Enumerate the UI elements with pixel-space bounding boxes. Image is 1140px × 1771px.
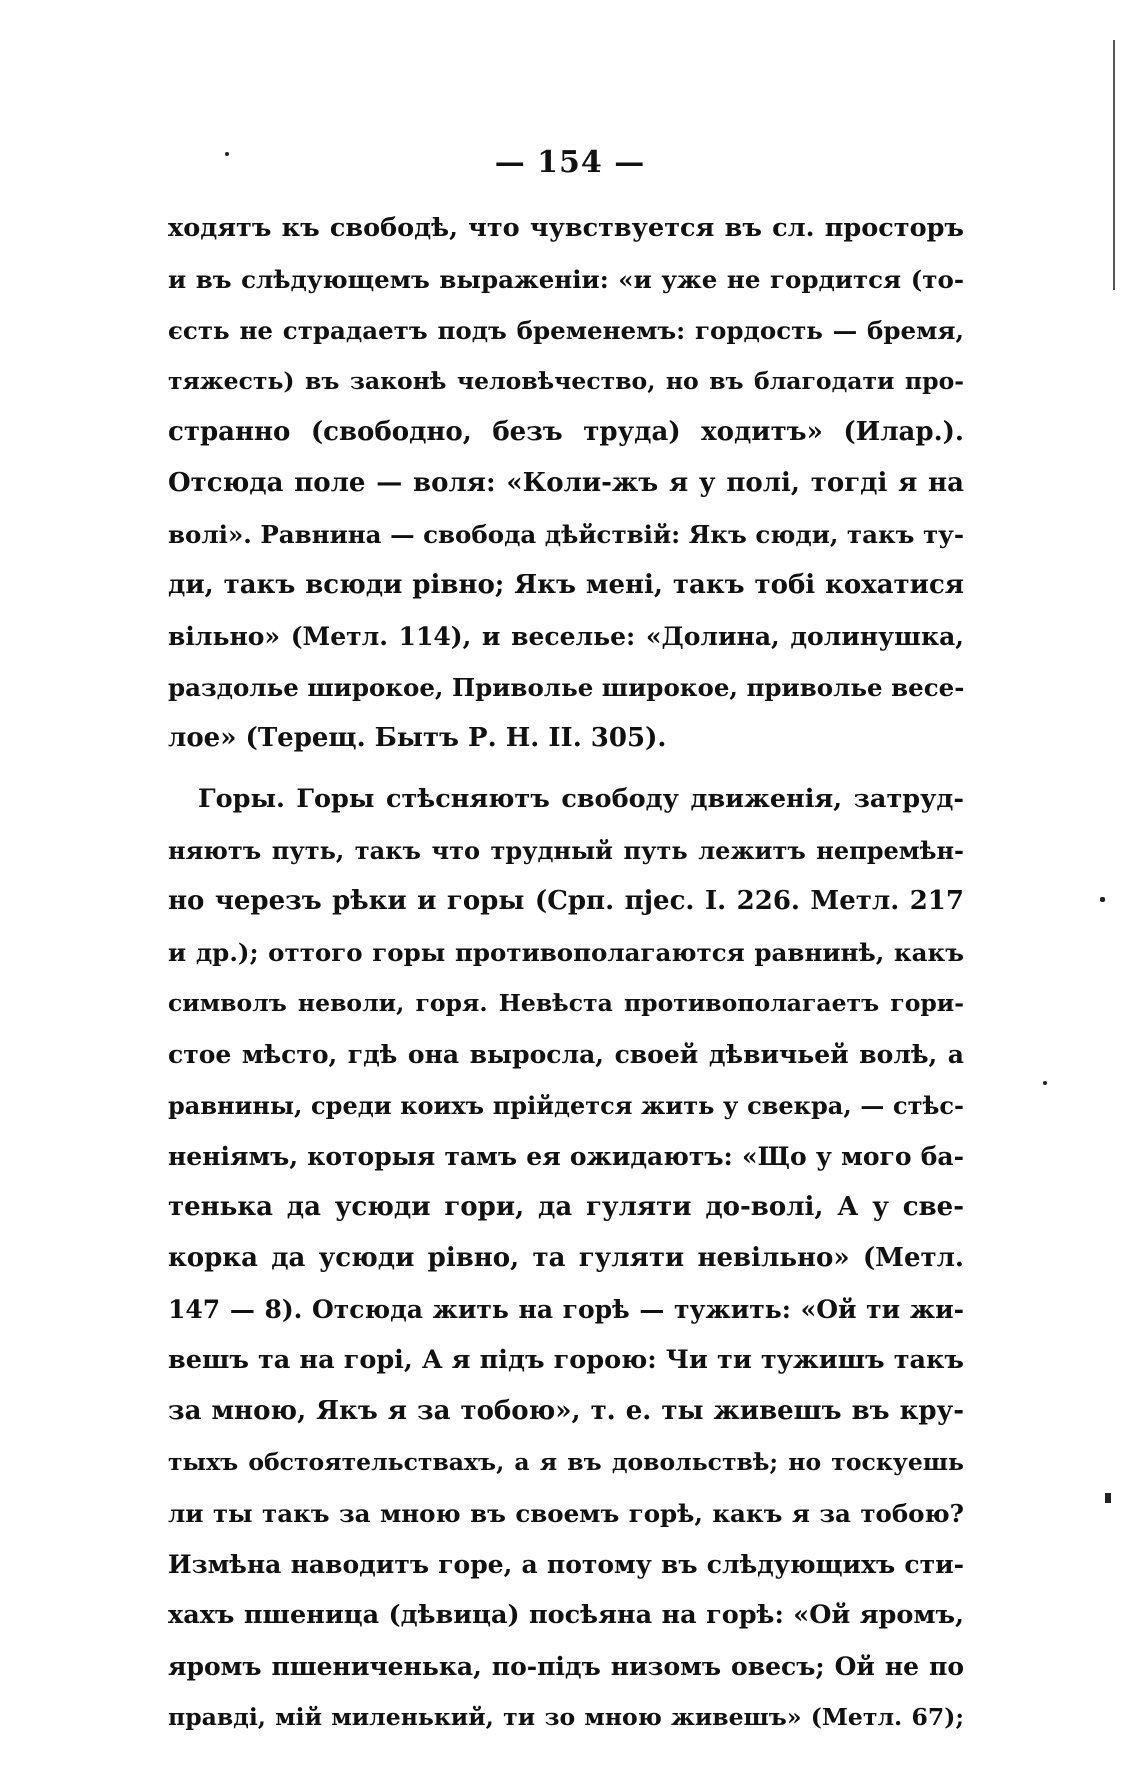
scan-speck	[1043, 1081, 1047, 1085]
text-line: раздолье широкое, Приволье широкое, приволье весе-	[168, 673, 964, 702]
text-line: стое мѣсто, гдѣ она выросла, своей дѣвичьей волѣ, а	[168, 1040, 964, 1069]
text-line: корка да усюди рівно, та гуляти невільно» (Метл.	[168, 1243, 964, 1273]
text-line: вешъ та на горі, А я підъ горою: Чи ти тужишъ такъ	[168, 1345, 964, 1375]
text-line: тенька да усюди гори, да гуляти до-волі, А у све-	[168, 1192, 964, 1222]
text-line: символъ неволи, горя. Невѣста противополагаетъ гори-	[168, 989, 964, 1017]
paragraph-gap	[168, 764, 964, 774]
text-line: ходятъ къ свободѣ, что чувствуется въ сл. просторъ	[168, 213, 964, 243]
text-line: странно (свободно, безъ труда) ходитъ» (Илар.).	[168, 417, 964, 447]
text-line: тыхъ обстоятельствахъ, а я въ довольствѣ; но тоскуешь	[168, 1448, 964, 1476]
page-number: — 154 —	[494, 145, 646, 180]
paragraph-1	[168, 203, 964, 764]
text-line: вільно» (Метл. 114), и веселье: «Долина, долинушка,	[168, 622, 964, 651]
text-line: за мною, Якъ я за тобою», т. е. ты живешъ въ кру-	[168, 1396, 964, 1426]
text-body	[168, 203, 964, 1743]
text-line: 147 — 8). Отсюда жить на горѣ — тужить: «Ой ти жи-	[168, 1295, 964, 1324]
text-line: лое» (Терещ. Бытъ Р. Н. II. 305).	[168, 723, 667, 753]
text-line: Измѣна наводитъ горе, а потому въ слѣдующихъ сти-	[168, 1550, 964, 1579]
paragraph-2	[168, 774, 964, 1743]
text-line: равнины, среди коихъ прійдется жить у свекра, — стѣс-	[168, 1091, 964, 1120]
scan-speck	[225, 152, 229, 156]
text-line: тяжесть) въ законѣ человѣчество, но въ благодати про-	[168, 367, 964, 395]
text-line: єсть не страдаетъ подъ бременемъ: гордость — бремя,	[168, 316, 964, 345]
text-line: хахъ пшеница (дѣвица) посѣяна на горѣ: «Ой яромъ,	[168, 1600, 964, 1630]
scan-speck	[1105, 1493, 1111, 1503]
text-line: няютъ путь, такъ что трудный путь лежитъ непремѣн-	[168, 836, 964, 865]
text-line: Горы. Горы стѣсняютъ свободу движенія, затруд-	[198, 784, 964, 814]
text-line: волі». Равнина — свобода дѣйствій: Якъ сюди, такъ ту-	[168, 520, 964, 549]
text-line: и др.); оттого горы противополагаются равнинѣ, какъ	[168, 938, 964, 967]
text-line: Отсюда поле — воля: «Коли-жъ я у полі, тогді я на	[168, 468, 964, 498]
scan-edge-line	[1113, 40, 1115, 290]
text-line: правді, мій миленький, ти зо мною живешъ» (Метл. 67);	[168, 1703, 964, 1731]
text-line: но черезъ рѣки и горы (Срп. пјес. I. 226. Метл. 217	[168, 886, 964, 916]
text-line: ли ты такъ за мною въ своемъ горѣ, какъ я за тобою?	[168, 1499, 964, 1528]
text-line: ди, такъ всюди рівно; Якъ мені, такъ тобі кохатися	[168, 570, 964, 600]
text-line: яромъ пшениченька, по-підъ низомъ овесъ; Ой не по	[168, 1652, 964, 1681]
text-line: неніямъ, которыя тамъ ея ожидаютъ: «Що у мого ба-	[168, 1142, 964, 1171]
scan-speck	[1100, 897, 1105, 902]
text-line: и въ слѣдующемъ выраженіи: «и уже не гордится (то-	[168, 265, 964, 294]
